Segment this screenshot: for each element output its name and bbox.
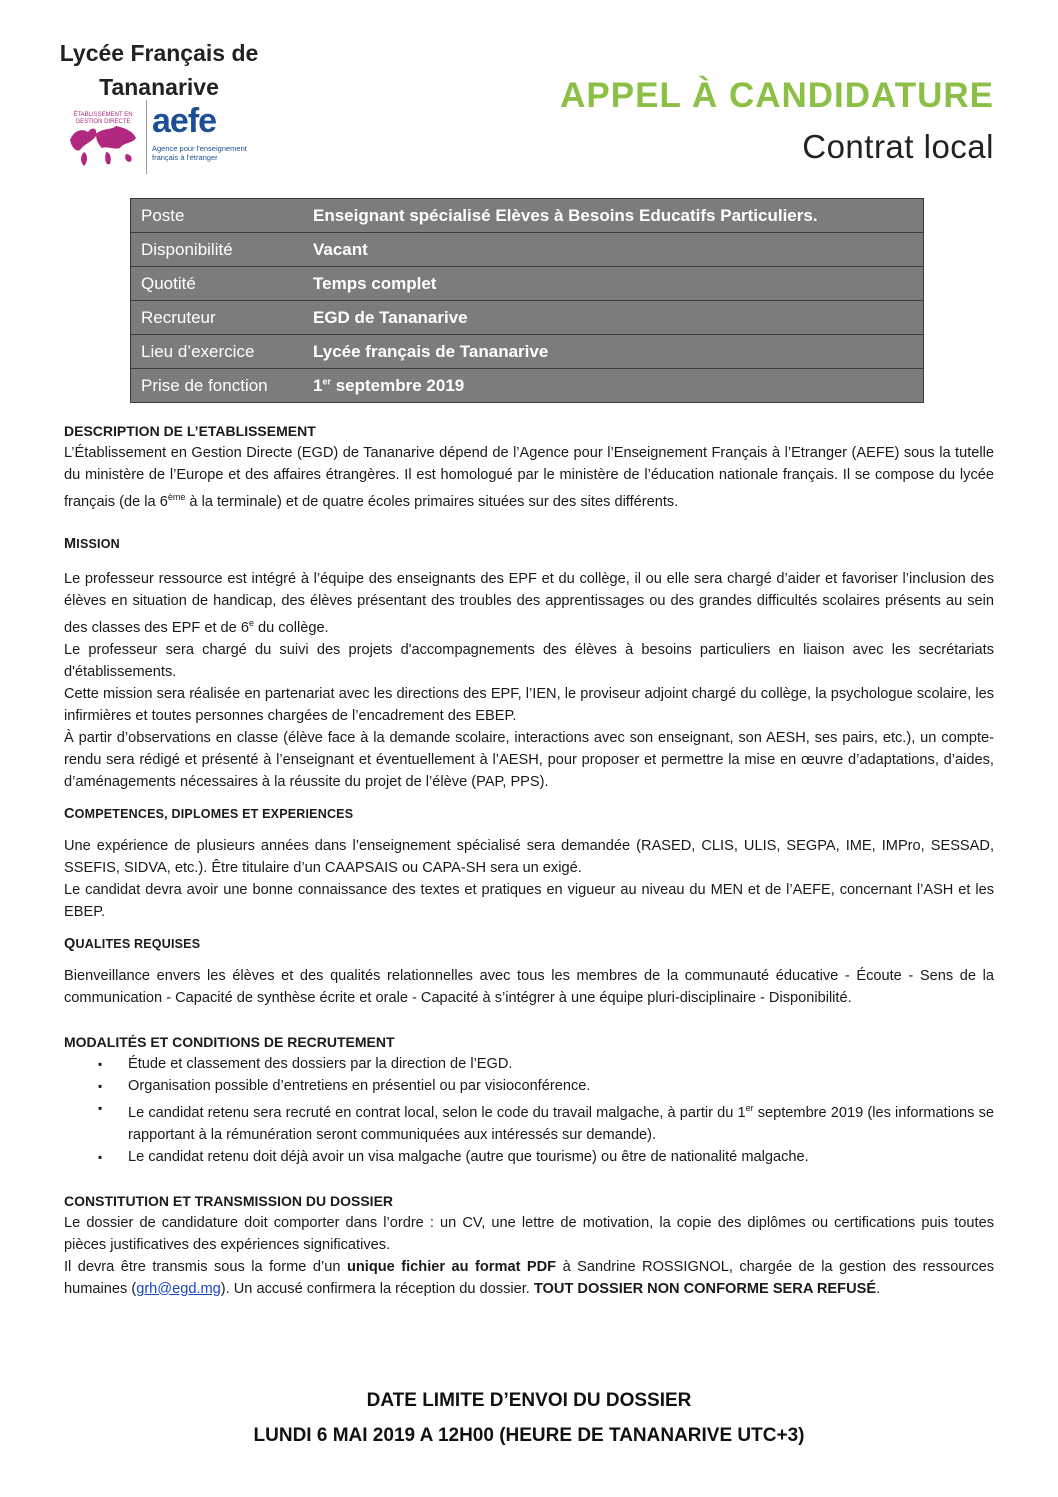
text-part: Il devra être transmis sous la forme d’un: [64, 1258, 347, 1275]
list-item: [128, 1097, 994, 1146]
row-label: Lieu d’exercice: [131, 335, 304, 369]
aefe-logo: [66, 100, 256, 174]
school-name: [44, 36, 274, 104]
page-title: APPEL À CANDIDATURE: [560, 76, 994, 115]
table-row: [131, 369, 924, 403]
value-post: septembre 2019: [330, 375, 465, 395]
row-label: Quotité: [131, 267, 304, 301]
text-part: du collège.: [253, 619, 329, 636]
list-item: ▪ Le candidat retenu doit déjà avoir un visa malgache (autre que tourisme) ou être de nationalité malgache.: [128, 1146, 994, 1168]
description-text: [64, 442, 994, 513]
heading-rest: OMPETENCES, DIPLOMES ET EXPERIENCES: [74, 806, 354, 821]
table-row: [131, 301, 924, 335]
page-subtitle: Contrat local: [802, 128, 994, 165]
deadline-line-1: DATE LIMITE D’ENVOI DU DOSSIER: [366, 1390, 692, 1411]
heading-cap: C: [64, 805, 75, 822]
school-name-line2: Tananarive: [99, 74, 219, 100]
aefe-brand-subtitle: Agence pour l'enseignement français à l'étranger: [152, 144, 247, 162]
text-part: Le professeur ressource est intégré à l’équipe des enseignants des EPF et du collège, il ou elle sera chargé d’aider et favoriser l’inclusion des élèves en situation de handicap, des élèves présentant des troubles des apprentissages ou des grandes difficultés scolaires présents au sein des classes des EPF et de 6: [64, 570, 994, 636]
competences-paragraph-2: Le candidat devra avoir une bonne connaissance des textes et pratiques en vigueur au niveau du MEN et de l’AEFE, concernant l’ASH et les EBEP.: [64, 881, 994, 920]
heading-cap: Q: [64, 935, 76, 952]
qualites-heading: [64, 933, 994, 955]
heading-rest: ISSION: [76, 536, 120, 551]
competences-heading: [64, 803, 994, 825]
modalites-heading: MODALITÉS ET CONDITIONS DE RECRUTEMENT: [64, 1033, 395, 1050]
job-info-table: [130, 198, 924, 403]
row-label: Disponibilité: [131, 233, 304, 267]
aefe-brand: aefe: [152, 102, 217, 140]
text-part: .: [876, 1280, 881, 1297]
description-heading: DESCRIPTION DE L’ETABLISSEMENT: [64, 423, 316, 439]
row-value: Lycée français de Tananarive: [303, 335, 924, 369]
heading-rest: UALITES REQUISES: [75, 936, 201, 951]
deadline-line-2: LUNDI 6 MAI 2019 A 12H00 (HEURE DE TANANARIVE UTC+3): [253, 1425, 805, 1446]
mission-paragraph-3: Cette mission sera réalisée en partenariat avec les directions des EPF, l’IEN, le proviseur adjoint chargé du collège, la psychologue scolaire, les infirmières et toutes personnes chargées de l’encadrement des EBEP.: [64, 685, 994, 724]
row-value: Vacant: [303, 233, 924, 267]
email-link[interactable]: grh@egd.mg: [136, 1280, 221, 1297]
document-body: [64, 420, 994, 1300]
row-label: Poste: [131, 199, 304, 233]
logo-divider: [146, 100, 147, 174]
competences-paragraph-1: Une expérience de plusieurs années dans l’enseignement spécialisé sera demandée (RASED, CLIS, ULIS, SEGPA, IME, IMPro, SESSAD, SSEFIS, SIDVA, etc.). Être titulaire d’un CAAPSAIS ou CAPA-SH sera un exigé.: [64, 837, 994, 876]
row-label: Prise de fonction: [131, 369, 304, 403]
school-name-line1: Lycée Français de: [59, 40, 259, 66]
modalites-list: [64, 1053, 994, 1168]
table-row: [131, 267, 924, 301]
row-value: Temps complet: [303, 267, 924, 301]
mission-heading: [64, 533, 994, 555]
text-part: à la terminale) et de quatre écoles primaires situées sur des sites différents.: [185, 493, 679, 510]
text-sup: ème: [167, 492, 186, 502]
table-row: [131, 335, 924, 369]
mission-paragraph-1: [64, 568, 994, 639]
table-row: [131, 233, 924, 267]
row-value: [303, 369, 924, 403]
text-part: à Sandrine ROSSIGNOL, chargée de la gestion des ressources humaines (: [64, 1258, 994, 1297]
table-row: [131, 199, 924, 233]
row-value: EGD de Tananarive: [303, 301, 924, 335]
egd-label: ÉTABLISSEMENT EN GESTION DIRECTE: [73, 112, 133, 125]
row-value: Enseignant spécialisé Elèves à Besoins Educatifs Particuliers.: [303, 199, 924, 233]
text-sup: e: [248, 617, 254, 628]
text-part: septembre 2019 (les informations se rapportant à la rémunération seront communiquées aux intéressés sur demande).: [128, 1104, 995, 1143]
heading-cap: M: [64, 535, 77, 552]
text-part: L’Établissement en Gestion Directe (EGD) de Tananarive dépend de l’Agence pour l’Enseignement Français à l’Etranger (AEFE) sous la tutelle du ministère de l’Europe et des affaires étrangères. Il est homologué par le ministère de l’éducation nationale français. Il se compose du lycée français (de la 6: [64, 445, 994, 510]
mission-paragraph-4: À partir d’observations en classe (élève face à la demande scolaire, interactions avec son enseignant, son AESH, ses pairs, etc.), un compte-rendu sera rédigé et présenté à l’enseignant et éventuellement à l’AESH, pour proposer et permettre la mise en œuvre d’adaptations, d’aides, d’aménagements nécessaires à la réussite du projet de l’élève (PAP, PPS).: [64, 729, 994, 790]
mission-paragraph-2: Le professeur sera chargé du suivi des projets d'accompagnements des élèves à besoins particuliers en liaison avec les secrétariats d'établissements.: [64, 641, 994, 680]
list-item: ▪ Organisation possible d’entretiens en présentiel ou par visioconférence.: [128, 1075, 994, 1097]
value-sup: er: [322, 375, 331, 386]
text-sup: er: [745, 1102, 754, 1113]
value-pre: 1: [313, 375, 323, 395]
qualites-paragraph: Bienveillance envers les élèves et des qualités relationnelles avec tous les membres de la communauté éducative - Écoute - Sens de la communication - Capacité de synthèse écrite et orale - Capacité à s’intégrer à une équipe pluri-disciplinaire - Disponibilité.: [64, 967, 994, 1006]
text-part: Le candidat retenu sera recruté en contrat local, selon le code du travail malgache, à partir du 1: [128, 1104, 746, 1121]
dossier-paragraph-2: [64, 1256, 994, 1300]
text-bold: unique fichier au format PDF: [346, 1258, 557, 1275]
text-part: ). Un accusé confirmera la réception du dossier.: [220, 1280, 534, 1297]
dossier-heading: CONSTITUTION ET TRANSMISSION DU DOSSIER: [64, 1192, 394, 1209]
row-label: Recruteur: [131, 301, 304, 335]
dossier-paragraph-1: Le dossier de candidature doit comporter dans l’ordre : un CV, une lettre de motivation, la copie des diplômes ou certifications puis toutes pièces justificatives des expériences significatives.: [64, 1214, 994, 1253]
list-item: ▪ Étude et classement des dossiers par la direction de l’EGD.: [128, 1053, 994, 1075]
text-bold: TOUT DOSSIER NON CONFORME SERA REFUSÉ: [533, 1280, 877, 1297]
